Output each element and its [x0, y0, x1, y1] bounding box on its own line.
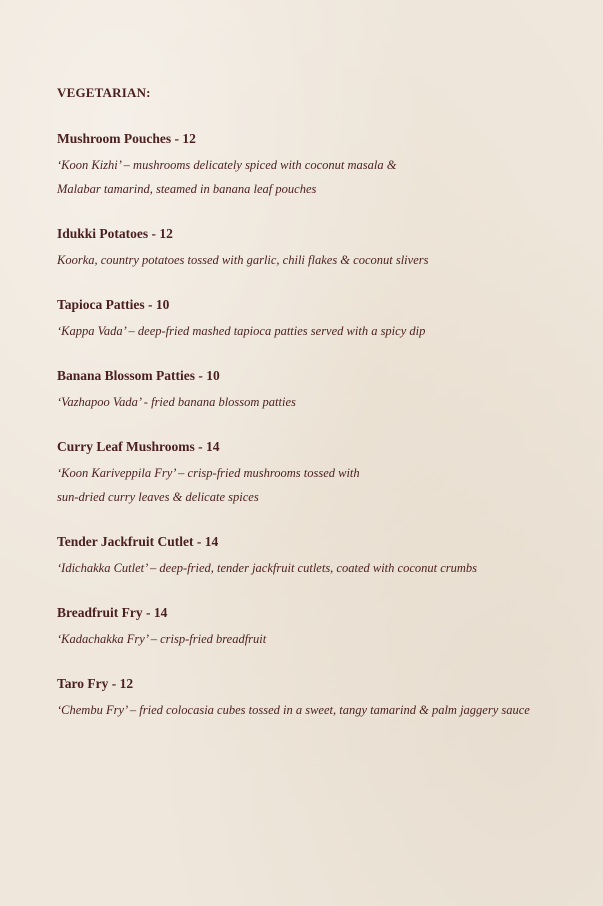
menu-item-title: Taro Fry - 12 — [57, 676, 134, 691]
menu-item-description: Koorka, country potatoes tossed with garlic, chili flakes & coconut slivers — [57, 253, 429, 267]
menu-item-breadfruit-fry — [57, 604, 587, 651]
menu-item-tapioca-patties — [57, 296, 587, 343]
menu-item-tender-jackfruit-cutlet — [57, 533, 587, 580]
menu-item-idukki-potatoes — [57, 225, 587, 272]
menu-item-banana-blossom-patties — [57, 367, 587, 414]
menu-item-description: ‘Koon Kizhi’ – mushrooms delicately spiced with coconut masala & — [57, 158, 397, 172]
menu-item-description: ‘Kappa Vada’ – deep-fried mashed tapioca patties served with a spicy dip — [57, 324, 426, 338]
menu-item-description: Malabar tamarind, steamed in banana leaf pouches — [57, 182, 317, 196]
menu-item-title: Idukki Potatoes - 12 — [57, 226, 173, 241]
menu-item-description: ‘Vazhapoo Vada’ - fried banana blossom patties — [57, 395, 296, 409]
menu-item-taro-fry — [57, 675, 587, 722]
menu-item-title: Mushroom Pouches - 12 — [57, 131, 196, 146]
menu-item-description: ‘Chembu Fry’ – fried colocasia cubes tossed in a sweet, tangy tamarind & palm jaggery sauce — [57, 703, 530, 717]
menu-item-title: Tender Jackfruit Cutlet - 14 — [57, 534, 219, 549]
menu-item-description: ‘Idichakka Cutlet’ – deep-fried, tender jackfruit cutlets, coated with coconut crumbs — [57, 561, 478, 575]
menu-item-title: Banana Blossom Patties - 10 — [57, 368, 220, 383]
menu-item-title: Breadfruit Fry - 14 — [57, 605, 168, 620]
section-title: VEGETARIAN: — [57, 85, 151, 100]
menu-item-mushroom-pouches — [57, 130, 587, 201]
menu-item-description: ‘Kadachakka Fry’ – crisp-fried breadfruit — [57, 632, 267, 646]
menu-item-title: Tapioca Patties - 10 — [57, 297, 170, 312]
menu-item-title: Curry Leaf Mushrooms - 14 — [57, 439, 220, 454]
menu-item-description: ‘Koon Kariveppila Fry’ – crisp-fried mushrooms tossed with — [57, 466, 360, 480]
menu-page — [57, 85, 587, 746]
menu-item-description: sun-dried curry leaves & delicate spices — [57, 490, 259, 504]
menu-item-curry-leaf-mushrooms — [57, 438, 587, 509]
